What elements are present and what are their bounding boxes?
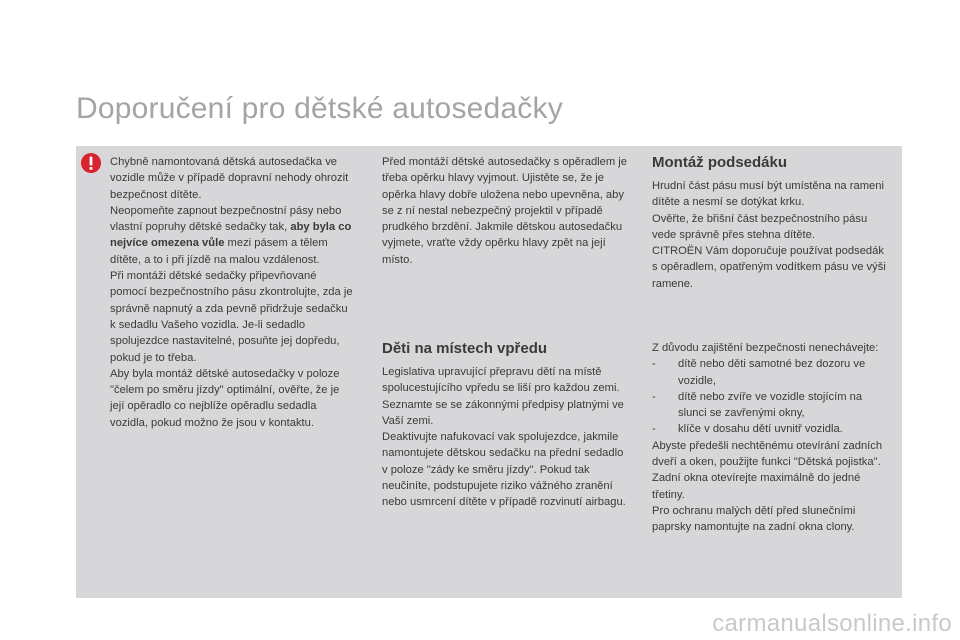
paragraph: Z důvodu zajištění bezpečnosti nenechávejte: (652, 342, 879, 354)
list-item: - dítě nebo zvíře ve vozidle stojícím na slunci se zavřenými okny, (652, 389, 886, 422)
section-heading-booster-seat: Montáž podsedáku (652, 154, 788, 171)
safety-list (652, 356, 886, 437)
paragraph: Chybně namontovaná dětská autosedačka ve vozidle může v případě dopravní nehody ohrozit bezpečnost dítěte. (110, 156, 349, 201)
paragraph: Před montáží dětské autosedačky s opěradlem je třeba opěrku hlavy vyjmout. Ujistěte se, že je opěrka hlavy dobře uložena nebo upevněna, aby se z ní nestal nebezpečný projektil v případě prudkého brzdění. Jakmile dětskou autosedačku vyjmete, vraťte vždy opěrku hlavy zpět na její místo. (382, 156, 628, 266)
paragraph: Zadní okna otevírejte maximálně do jedné třetiny. (652, 472, 861, 501)
list-item: - klíče v dosahu dětí uvnitř vozidla. (652, 421, 886, 437)
paragraph: Legislativa upravující přepravu dětí na místě spolucestujícího vpředu se liší pro každou zemi. (382, 366, 620, 395)
warning-icon (80, 152, 102, 174)
paragraph: Hrudní část pásu musí být umístěna na rameni dítěte a nesmí se dotýkat krku. (652, 180, 884, 209)
content-panel (76, 146, 902, 598)
column-booster-seat (652, 154, 886, 534)
column-warning (110, 154, 354, 431)
front-seats-text (382, 364, 628, 511)
safety-text (652, 340, 886, 536)
paragraph: Deaktivujte nafukovací vak spolujezdce, jakmile namontujete dětskou sedačku na přední sedadlo v poloze "zády ke směru jízdy". Pokud tak neučiníte, podstupujete riziko vážného zranění nebo usmrcení dítěte v případě rozvinutí airbagu. (382, 431, 626, 509)
paragraph: Neopomeňte zapnout bezpečnostní pásy nebo vlastní popruhy dětské sedačky tak, aby byla co nejvíce omezena vůle mezi pásem a tělem dítěte, a to i při jízdě na malou vzdálenost. (110, 204, 352, 266)
paragraph: Aby byla montáž dětské autosedačky v poloze "čelem po směru jízdy" optimální, ověřte, že je její opěradlo co nejblíže opěradlu sedadla vozidla, pokud možno že jsou v kontaktu. (110, 367, 340, 429)
emphasis-text: aby byla co nejvíce omezena vůle (110, 221, 352, 250)
paragraph: Seznamte se se zákonnými předpisy platnými ve Vaší zemi. (382, 398, 624, 427)
paragraph: Pro ochranu malých dětí před slunečními paprsky namontujte na zadní okna clony. (652, 504, 856, 534)
paragraph: Ověřte, že břišní část bezpečnostního pásu vede správně přes stehna dítěte. (652, 212, 868, 241)
page-title: Doporučení pro dětské autosedačky (76, 92, 563, 125)
list-item: - dítě nebo děti samotné bez dozoru ve vozidle, (652, 356, 886, 389)
paragraph: Při montáži dětské sedačky připevňované pomocí bezpečnostního pásu zkontrolujte, zda je správně napnutý a zda pevně přidržuje sedačku k sedadlu Vašeho vozidla. Je-li sedadlo spolujezdce nastavitelné, posuňte jej dopředu, pokud je to třeba. (110, 270, 353, 364)
paragraph: CITROËN Vám doporučuje používat podsedák s opěradlem, opatřeným vodítkem pásu ve výši ramene. (652, 245, 886, 290)
paragraph: Abyste předešli nechtěnému otevírání zadních dveří a oken, použijte funkci "Dětská pojistka". (652, 439, 883, 469)
column-front-seats (382, 154, 628, 509)
section-heading-front-seats: Děti na místech vpředu (382, 340, 548, 357)
watermark: carmanualsonline.info (712, 610, 952, 637)
